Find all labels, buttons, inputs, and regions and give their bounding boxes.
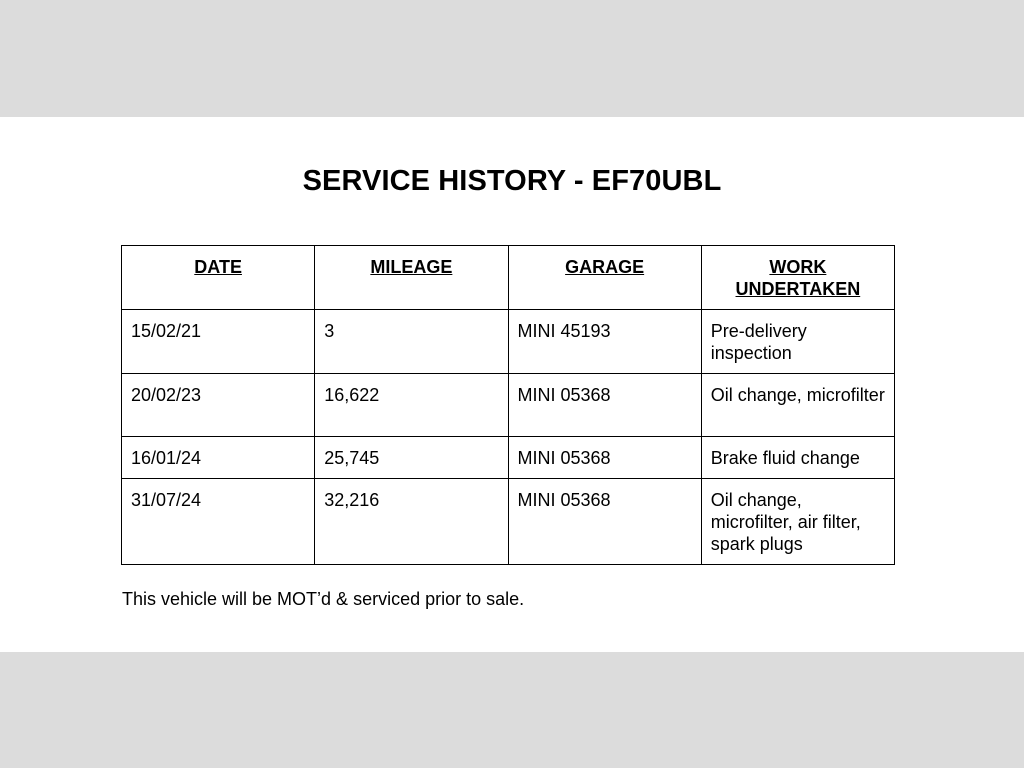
document-page: [0, 117, 1024, 652]
cell-garage: MINI 05368: [508, 374, 701, 437]
cell-date: 31/07/24: [122, 479, 315, 565]
page-title: SERVICE HISTORY - EF70UBL: [302, 165, 722, 197]
cell-mileage: 16,622: [315, 374, 508, 437]
cell-work: Oil change, microfilter, air filter, spark plugs: [701, 479, 894, 565]
header-date: DATE: [122, 246, 315, 310]
cell-work: Brake fluid change: [701, 437, 894, 479]
header-garage: GARAGE: [508, 246, 701, 310]
table-row: [122, 437, 895, 479]
cell-garage: MINI 05368: [508, 437, 701, 479]
table-row: [122, 479, 895, 565]
cell-garage: MINI 45193: [508, 310, 701, 374]
table-row: [122, 310, 895, 374]
cell-mileage: 3: [315, 310, 508, 374]
cell-date: 20/02/23: [122, 374, 315, 437]
table-header-row: [122, 246, 895, 310]
cell-date: 16/01/24: [122, 437, 315, 479]
table-row: [122, 374, 895, 437]
sale-note: This vehicle will be MOT’d & serviced prior to sale.: [122, 589, 525, 609]
cell-work: Pre-delivery inspection: [701, 310, 894, 374]
cell-mileage: 25,745: [315, 437, 508, 479]
cell-mileage: 32,216: [315, 479, 508, 565]
header-work-undertaken: WORK UNDERTAKEN: [701, 246, 894, 310]
cell-work: Oil change, microfilter: [701, 374, 894, 437]
service-history-table: [121, 245, 895, 565]
header-mileage: MILEAGE: [315, 246, 508, 310]
cell-date: 15/02/21: [122, 310, 315, 374]
cell-garage: MINI 05368: [508, 479, 701, 565]
